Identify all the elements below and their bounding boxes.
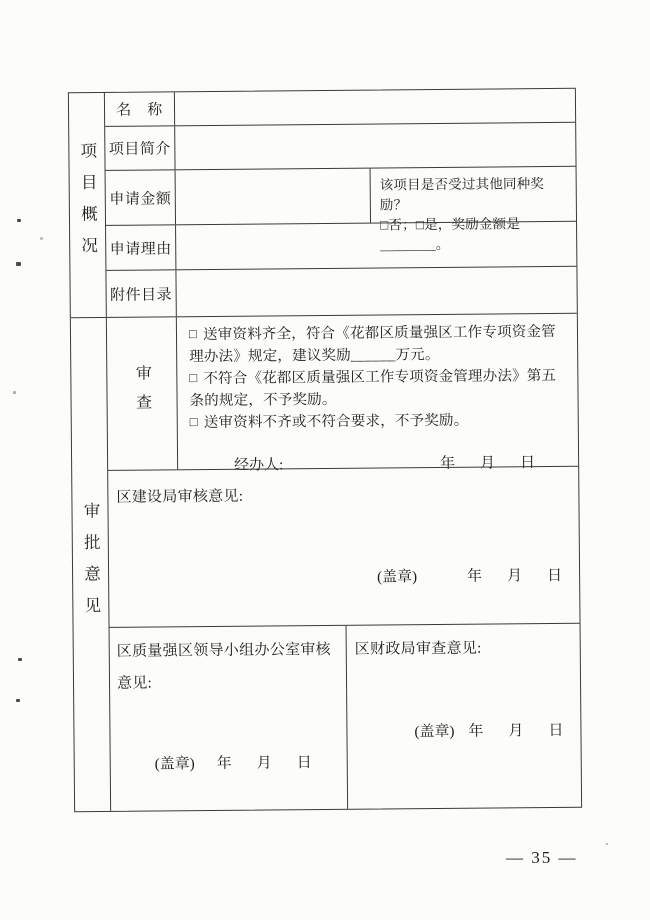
- reason-value-cell: [176, 222, 576, 269]
- reason-label: 申请理由: [106, 225, 176, 270]
- application-form-table: [68, 88, 582, 812]
- review-label-cell: [107, 317, 178, 470]
- handler-label: 经办人:: [234, 456, 284, 474]
- review-option: [189, 365, 569, 412]
- review-option-text: 送审资料齐全，符合《花都区质量强区工作专项资金管理办法》规定，建议奖励______万元。: [189, 323, 556, 365]
- name-label: 名 称: [105, 92, 175, 126]
- review-label: 审查: [133, 364, 151, 423]
- bottom-row: [110, 623, 582, 811]
- finance-stamp-line: [347, 719, 580, 742]
- finance-bureau-title: 区财政局审查意见:: [354, 640, 482, 658]
- review-content-cell: [177, 314, 578, 474]
- scan-speck: [13, 391, 16, 394]
- project-overview-rows: [105, 89, 577, 317]
- amount-note-cell: [371, 167, 576, 253]
- amount-note-question: 该项目是否受过其他同种奖励？: [379, 176, 545, 213]
- table-row: [105, 89, 575, 126]
- attachments-value-cell: [176, 267, 576, 316]
- table-row: [106, 266, 576, 317]
- stamp-label: (盖章): [154, 756, 195, 773]
- project-overview-label: 项目概况: [77, 141, 98, 269]
- review-option: [190, 409, 570, 435]
- intro-label: 项目简介: [105, 126, 175, 170]
- scan-speck: [17, 219, 21, 222]
- construction-stamp-line: [377, 564, 567, 587]
- attachments-label: 附件目录: [106, 270, 176, 317]
- project-overview-side-label-cell: [69, 93, 107, 317]
- scan-speck: [606, 843, 608, 845]
- construction-bureau-title: 区建设局审核意见:: [116, 488, 244, 506]
- table-row: [106, 221, 576, 270]
- checkbox-icon: □: [189, 414, 198, 430]
- project-overview-section: [69, 89, 577, 317]
- finance-date-label: 年 月 日: [468, 722, 569, 740]
- review-date-label: 年 月 日: [440, 454, 541, 472]
- checkbox-icon: □: [188, 326, 198, 342]
- review-option-text: 不符合《花都区质量强区工作专项资金管理办法》第五条的规定，不予奖励。: [189, 367, 557, 409]
- approval-side-label-cell: [71, 318, 111, 811]
- scan-speck: [16, 699, 20, 702]
- name-value-cell: [175, 89, 575, 125]
- page-number: — 35 —: [506, 848, 578, 867]
- approval-rows: [107, 314, 581, 811]
- review-option-text: 送审资料不齐或不符合要求，不予奖励。: [203, 412, 469, 432]
- intro-value-cell: [175, 123, 575, 169]
- scan-speck: [18, 658, 22, 661]
- approval-opinions-label: 审批意见: [80, 501, 102, 628]
- table-row: [105, 122, 575, 170]
- finance-bureau-cell: [347, 624, 582, 809]
- office-stamp-line: [111, 751, 347, 774]
- construction-bureau-row: [108, 466, 579, 627]
- review-option: [189, 321, 569, 368]
- stamp-label: (盖章): [414, 723, 455, 741]
- office-date-label: 年 月 日: [216, 755, 317, 772]
- stamp-label: (盖章): [377, 569, 418, 586]
- checkbox-icon: □: [189, 370, 198, 386]
- scan-speck: [40, 237, 43, 240]
- approval-opinions-section: [71, 313, 581, 811]
- leading-group-office-title: 区质量强区领导小组办公室审核意见:: [116, 641, 332, 692]
- amount-note-options: □否；□是，奖励金额是________。: [379, 216, 521, 253]
- amount-value-cell: [176, 167, 576, 253]
- leading-group-office-cell: [110, 626, 349, 811]
- amount-label: 申请金额: [106, 170, 176, 225]
- scan-speck: [16, 262, 21, 266]
- amount-blank-cell: [176, 169, 371, 225]
- construction-date-label: 年 月 日: [467, 567, 568, 585]
- review-row: [107, 314, 578, 474]
